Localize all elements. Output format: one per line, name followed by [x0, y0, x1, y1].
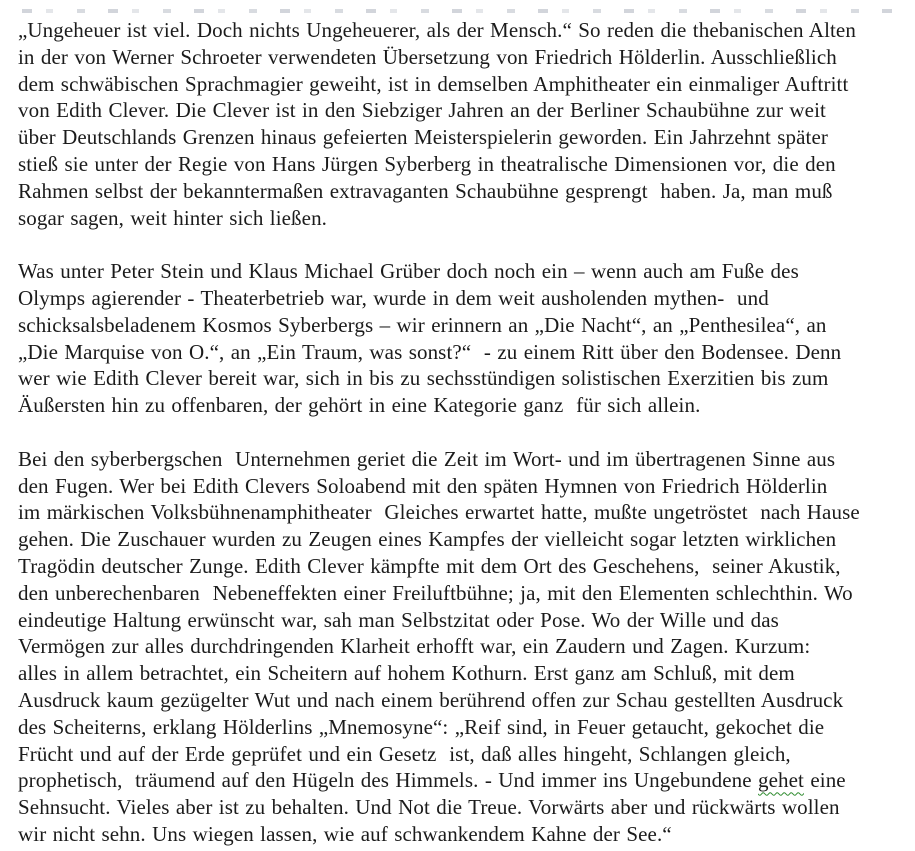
text-line: [18, 607, 907, 634]
paragraph: [18, 258, 907, 419]
text-line: [18, 687, 907, 714]
text-segment: im märkischen Volksbühnenamphitheater Gleiches erwartet hatte, mußte ungetröstet nach Hause: [18, 500, 860, 525]
text-line: [18, 285, 907, 312]
text-segment: Rahmen selbst der bekanntermaßen extravaganten Schaubühne gesprengt haben. Ja, man muß: [18, 178, 833, 203]
text-segment: Ausdruck kaum gezügelter Wut und nach einem berührend offen zur Schau gestellten Ausdruck: [18, 687, 844, 712]
text-line: [18, 821, 907, 848]
paragraph: [18, 17, 907, 231]
text-segment: des Scheiterns, erklang Hölderlins „Mnemosyne“: „Reif sind, in Feuer getaucht, gekochet die: [18, 714, 825, 739]
text-segment: über Deutschlands Grenzen hinaus gefeierten Meisterspielerin geworden. Ein Jahrzehnt später: [18, 125, 828, 150]
text-segment: „Ungeheuer ist viel. Doch nichts Ungeheuerer, als der Mensch.“ So reden die thebanischen Alten: [18, 18, 856, 42]
text-line: [18, 71, 907, 98]
text-line: [18, 205, 907, 232]
text-segment: schicksalsbeladenem Kosmos Syberbergs – wir erinnern an „Die Nacht“, an „Penthesilea“, an: [18, 312, 827, 337]
text-line: [18, 44, 907, 71]
misspelled-word: gehet: [758, 768, 804, 793]
text-line: [18, 151, 907, 178]
text-line: [18, 97, 907, 124]
text-segment: dem schwäbischen Sprachmagier geweiht, ist in demselben Amphitheater ein einmaliger Auftritt: [18, 71, 849, 96]
text-line: [18, 258, 907, 285]
text-segment: Vermögen zur alles durchdringenden Klarheit erhofft war, ein Zaudern und Zagen. Kurzum:: [18, 634, 811, 659]
text-segment: Äußersten hin zu offenbaren, der gehört in eine Kategorie ganz für sich allein.: [18, 393, 701, 418]
text-line: [18, 633, 907, 660]
text-segment: den Fugen. Wer bei Edith Clevers Soloabend mit den späten Hymnen von Friedrich Hölderlin: [18, 473, 828, 498]
cropped-previous-line-artifact: [22, 9, 897, 13]
text-line: [18, 794, 907, 821]
text-segment: den unberechenbaren Nebeneffekten einer Freiluftbühne; ja, mit den Elementen schlechthin. Wo: [18, 580, 853, 605]
text-line: [18, 767, 907, 794]
text-line: [18, 124, 907, 151]
text-segment: in der von Werner Schroeter verwendeten Übersetzung von Friedrich Hölderlin. Ausschließlich: [18, 44, 837, 69]
text-line: [18, 392, 907, 419]
paragraph: [18, 446, 907, 848]
text-segment: Olymps agierender - Theaterbetrieb war, wurde in dem weit ausholenden mythen- und: [18, 285, 769, 310]
text-segment: Bei den syberbergschen Unternehmen geriet die Zeit im Wort- und im übertragenen Sinne aus: [18, 446, 836, 471]
text-segment: gehen. Die Zuschauer wurden zu Zeugen eines Kampfes der vielleicht sogar letzten wirklichen: [18, 527, 837, 552]
text-segment: Was unter Peter Stein und Klaus Michael Grüber doch noch ein – wenn auch am Fuße des: [18, 259, 799, 284]
text-segment: „Die Marquise von O.“, an „Ein Traum, was sonst?“ - zu einem Ritt über den Bodensee. Denn: [18, 339, 842, 364]
text-segment: prophetisch, träumend auf den Hügeln des Himmels. - Und immer ins Ungebundene: [18, 768, 758, 793]
text-segment: alles in allem betrachtet, ein Scheitern auf hohem Kothurn. Erst ganz am Schluß, mit dem: [18, 661, 795, 686]
text-line: [18, 473, 907, 500]
text-line: [18, 580, 907, 607]
text-line: [18, 446, 907, 473]
text-segment: sogar sagen, weit hinter sich ließen.: [18, 205, 328, 230]
text-line: [18, 553, 907, 580]
text-segment: eine: [803, 768, 846, 793]
text-segment: wer wie Edith Clever bereit war, sich in bis zu sechsstündigen solistischen Exerzitien bis zum: [18, 366, 829, 391]
text-line: [18, 365, 907, 392]
text-line: [18, 312, 907, 339]
text-line: [18, 714, 907, 741]
text-line: [18, 499, 907, 526]
text-segment: eindeutige Haltung erwünscht war, sah man Selbstzitat oder Pose. Wo der Wille und das: [18, 607, 779, 632]
text-segment: Sehnsucht. Vieles aber ist zu behalten. Und Not die Treue. Vorwärts aber und rückwärts wollen: [18, 795, 840, 820]
text-line: [18, 741, 907, 768]
document-text: [18, 17, 907, 848]
text-segment: Tragödin deutscher Zunge. Edith Clever kämpfte mit dem Ort des Geschehens, seiner Akustik,: [18, 553, 841, 578]
text-segment: stieß sie unter der Regie von Hans Jürgen Syberberg in theatralische Dimensionen vor, die den: [18, 151, 836, 176]
text-line: [18, 178, 907, 205]
text-segment: wir nicht sehn. Uns wiegen lassen, wie auf schwankendem Kahne der See.“: [18, 821, 672, 846]
text-line: [18, 660, 907, 687]
text-line: [18, 17, 907, 44]
text-segment: von Edith Clever. Die Clever ist in den Siebziger Jahren an der Berliner Schaubühne zur weit: [18, 98, 826, 123]
text-segment: Frücht und auf der Erde geprüfet und ein Gesetz ist, daß alles hingeht, Schlangen gleich,: [18, 741, 791, 766]
text-line: [18, 339, 907, 366]
text-line: [18, 526, 907, 553]
